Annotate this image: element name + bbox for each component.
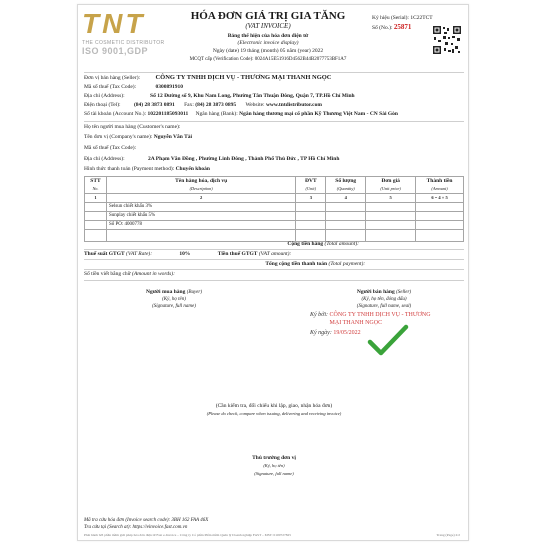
payment-method: Chuyển khoản xyxy=(175,166,210,172)
lookup-site: Tra cứu tại (Search at): https://einvoice.fast.com.vn xyxy=(84,525,188,530)
table-row xyxy=(85,221,464,230)
signed-by-label: Ký bởi: xyxy=(310,312,329,318)
lookup-code: Mã tra cứu hóa đơn (Invoice search code): 3BH 162 FAA 46X xyxy=(84,518,209,523)
vat-rate: 10% xyxy=(179,251,191,257)
check-note-vi: (Cần kiểm tra, đối chiếu khi lập, giao, nhận hóa đơn) xyxy=(215,403,333,409)
check-note-en: (Please do check, compare when issuing, delivering and receiving invoice) xyxy=(206,411,342,416)
col-header-quantity: Số lượng (Quantity) xyxy=(326,177,366,194)
buyer-company-label: Tên đơn vị (Company's name): xyxy=(84,134,153,140)
seller-name: CÔNG TY TNHH DỊCH VỤ - THƯƠNG MẠI THANH NGỌC xyxy=(155,74,332,81)
divider xyxy=(84,121,464,122)
vat-rate-label-en: (VAT Rate): xyxy=(126,251,153,257)
item-description: Sunplay chiết khấu 5% xyxy=(106,212,295,221)
logo-brand: TNT xyxy=(82,8,146,39)
seller-address-label: Địa chỉ (Address): xyxy=(84,93,125,99)
display-line-en: (Electronic invoice display) xyxy=(237,40,299,46)
seller-phone: (84) 28 3873 0891 xyxy=(133,102,175,108)
col-header-no: STT No. xyxy=(85,177,107,194)
invoice-title-block xyxy=(178,10,358,64)
table-row xyxy=(85,212,464,221)
table-row xyxy=(85,203,464,212)
col-header-amount: Thành tiền (Amount) xyxy=(416,177,464,194)
col-header-unit-price: Đơn giá (Unit price) xyxy=(366,177,416,194)
seller-account: 102201185093011 xyxy=(147,111,189,117)
serial-label: Ký hiệu (Serial): xyxy=(372,15,409,21)
buyer-customer-label: Họ tên người mua hàng (Customer's name): xyxy=(84,124,181,130)
check-note xyxy=(84,403,464,418)
invoice-lookup xyxy=(84,517,464,531)
seller-bank-label: Ngân hàng (Bank): xyxy=(195,111,238,117)
seller-address-row xyxy=(84,93,464,100)
seller-website: www.tntdistributor.com xyxy=(265,102,322,108)
divider xyxy=(84,280,464,281)
buyer-address-row xyxy=(84,156,464,163)
signed-date: 19/05/2022 xyxy=(333,330,361,336)
invoice-number: 25871 xyxy=(393,23,412,31)
subtotal-label: Cộng tiền hàng xyxy=(287,241,324,247)
divider xyxy=(84,269,464,270)
seller-address: Số 12 Đường số 9, Khu Nam Long, Phường Tân Thuận Đông, Quận 7, TP.Hồ Chí Minh xyxy=(150,93,355,99)
signature-check-icon xyxy=(366,324,410,358)
seller-tax-row xyxy=(84,84,464,91)
vat-rate-label: Thuế suất GTGT xyxy=(84,251,125,257)
seller-signature: Người bán hàng (Seller) (Ký, họ tên, đóng dấu) (Signature, full name, seal) xyxy=(356,289,412,309)
buyer-customer-row xyxy=(84,124,464,131)
grand-total-row xyxy=(84,261,464,268)
amount-words-label: Số tiền viết bằng chữ xyxy=(84,271,131,277)
logo-iso: ISO 9001,GDP xyxy=(82,46,149,56)
item-description: Số PO: 4000778 xyxy=(106,221,295,230)
subtotal-label-en: (Total amount): xyxy=(324,241,359,247)
divider xyxy=(84,249,464,250)
buyer-signature: Người mua hàng (Buyer) (Ký, họ tên) (Signature, full name) xyxy=(145,289,202,309)
number-label: Số (No.): xyxy=(372,25,393,31)
invoice-header xyxy=(78,5,468,81)
signed-date-label: Ký ngày: xyxy=(310,330,332,336)
amount-words-label-en: (Amount in words): xyxy=(132,271,175,277)
seller-fax: (84) 28 3873 0895 xyxy=(195,102,237,108)
seller-tax-label: Mã số thuế (Tax Code): xyxy=(84,84,137,90)
buyer-payment-row xyxy=(84,166,464,173)
table-header-row xyxy=(85,177,464,194)
seller-name-label: Đơn vị bán hàng (Seller): xyxy=(84,75,141,81)
display-line: Bảng thể hiện của hóa đơn điện tử xyxy=(227,33,309,39)
vat-amount-label: Tiền thuế GTGT xyxy=(217,251,258,257)
buyer-tax-label: Mã số thuế (Tax Code): xyxy=(84,145,137,151)
buyer-tax-row xyxy=(84,145,464,152)
invoice-date: Ngày (date) 19 tháng (month) 05 năm (year) 2022 xyxy=(212,48,324,54)
vat-row xyxy=(84,251,464,258)
seller-website-label: Website: xyxy=(245,102,265,108)
seller-contact-row xyxy=(84,102,464,109)
item-description: Selsun chiết khấu 3% xyxy=(106,203,295,212)
logo-tagline: THE COSMETIC DISTRIBUTOR xyxy=(82,40,165,46)
amount-words-row xyxy=(84,271,464,278)
qr-code-icon xyxy=(432,25,462,55)
divider xyxy=(84,72,464,73)
seller-bank-row xyxy=(84,111,464,118)
col-header-unit: ĐVT (Unit) xyxy=(296,177,326,194)
vat-amount-label-en: (VAT amount): xyxy=(258,251,292,257)
seller-tax: 0300891910 xyxy=(155,84,184,90)
admin-sign-en: (Signature, full name) xyxy=(254,471,294,476)
table-row xyxy=(85,230,464,242)
col-header-description: Tên hàng hóa, dịch vụ (Description) xyxy=(106,177,295,194)
invoice-page xyxy=(77,4,469,541)
signed-by: CÔNG TY TNHH DỊCH VỤ - THƯƠNG MẠI THANH NGỌC xyxy=(329,312,431,326)
buyer-address-label: Địa chỉ (Address): xyxy=(84,156,125,162)
invoice-title: HÓA ĐƠN GIÁ TRỊ GIA TĂNG xyxy=(190,10,346,22)
admin-title: Thủ trưởng đơn vị xyxy=(252,455,296,461)
admin-sign: (Ký, họ tên) xyxy=(263,463,285,468)
serial-value: 1C22TCT xyxy=(410,15,433,21)
seller-account-label: Số tài khoản (Account No.): xyxy=(84,111,147,117)
payment-label: Hình thức thanh toán (Payment method): xyxy=(84,166,175,172)
seller-fax-label: Fax: xyxy=(184,102,194,108)
grand-total-label: Tổng cộng tiền thanh toán xyxy=(265,261,328,267)
items-table xyxy=(84,176,464,242)
invoice-subtitle: (VAT INVOICE) xyxy=(245,22,291,30)
seller-bank: Ngân hàng thương mại cổ phần Kỹ Thương Việt Nam - CN Sài Gòn xyxy=(239,111,398,117)
buyer-company: Nguyễn Văn Tài xyxy=(153,134,193,140)
divider xyxy=(84,259,464,260)
seller-phone-label: Điện thoại (Tel): xyxy=(84,102,121,108)
page-number: Trang (Page) 2/2 xyxy=(436,533,460,537)
seller-name-row xyxy=(84,74,464,82)
subtotal-row xyxy=(84,241,464,248)
table-index-row: 1 2 3 4 5 6 = 4 × 5 xyxy=(85,194,464,203)
buyer-address: 2A Phạm Văn Đồng , Phường Linh Đông , Thành Phố Thủ Đức , TP Hồ Chí Minh xyxy=(148,156,340,162)
admin-sign-block xyxy=(84,455,464,478)
grand-total-label-en: (Total payment): xyxy=(328,261,366,267)
buyer-company-row xyxy=(84,134,464,141)
verification-code: MCQT cấp (Verification Code): 0024A15E51916D4562B44B2077753BF1A7 xyxy=(189,57,347,62)
provider-note: Phát hành bởi phần mềm giải pháp hóa đơn điện tử Fast e-Invoice – Công ty Cổ phần Phần mềm Quản lý Doanh nghiệp FAST – MST: 0100727825 xyxy=(84,533,292,537)
